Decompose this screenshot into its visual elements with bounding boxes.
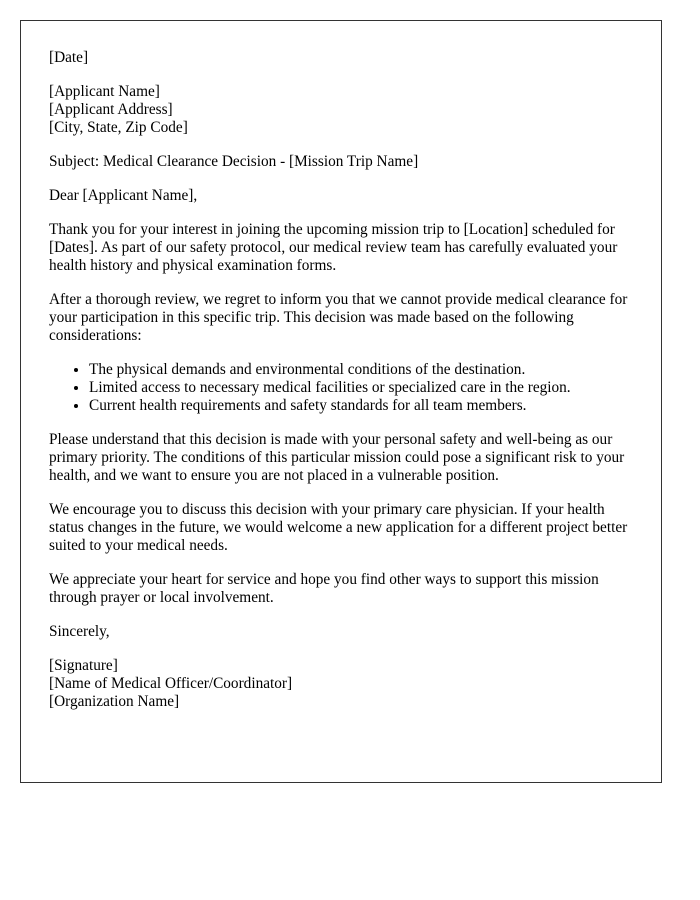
recipient-block	[49, 83, 632, 137]
considerations-list	[49, 361, 632, 415]
letter	[20, 20, 662, 783]
body-paragraph: We appreciate your heart for service and hope you find other ways to support this mission through prayer or local involvement.	[49, 571, 599, 606]
closing: Sincerely,	[49, 623, 110, 640]
recipient-name: [Applicant Name]	[49, 83, 160, 100]
body-paragraph: Thank you for your interest in joining the upcoming mission trip to [Location] scheduled for [Dates]. As part of our safety protocol, our medical review team has carefully evaluated your health history and physical examination forms.	[49, 221, 618, 274]
signer-name: [Name of Medical Officer/Coordinator]	[49, 675, 293, 692]
organization-name: [Organization Name]	[49, 693, 180, 710]
salutation: Dear [Applicant Name],	[49, 187, 198, 204]
list-item: • The physical demands and environmental conditions of the destination.	[89, 361, 632, 379]
recipient-address: [Applicant Address]	[49, 101, 173, 118]
list-item: • Current health requirements and safety standards for all team members.	[89, 397, 632, 415]
body-paragraph: We encourage you to discuss this decision with your primary care physician. If your health status changes in the future, we would welcome a new application for a different project better suited to your medical needs.	[49, 501, 628, 554]
list-item: • Limited access to necessary medical facilities or specialized care in the region.	[89, 379, 632, 397]
signature: [Signature]	[49, 657, 118, 674]
body-paragraph: Please understand that this decision is made with your personal safety and well-being as our primary priority. The conditions of this particular mission could pose a significant risk to your health, and we want to ensure you are not placed in a vulnerable position.	[49, 431, 625, 484]
recipient-city: [City, State, Zip Code]	[49, 119, 188, 136]
subject-line: Subject: Medical Clearance Decision - [Mission Trip Name]	[49, 153, 419, 170]
body-paragraph: After a thorough review, we regret to inform you that we cannot provide medical clearance for your participation in this specific trip. This decision was made based on the following considerations:	[49, 291, 628, 344]
date: [Date]	[49, 49, 89, 66]
signature-block	[49, 657, 632, 711]
